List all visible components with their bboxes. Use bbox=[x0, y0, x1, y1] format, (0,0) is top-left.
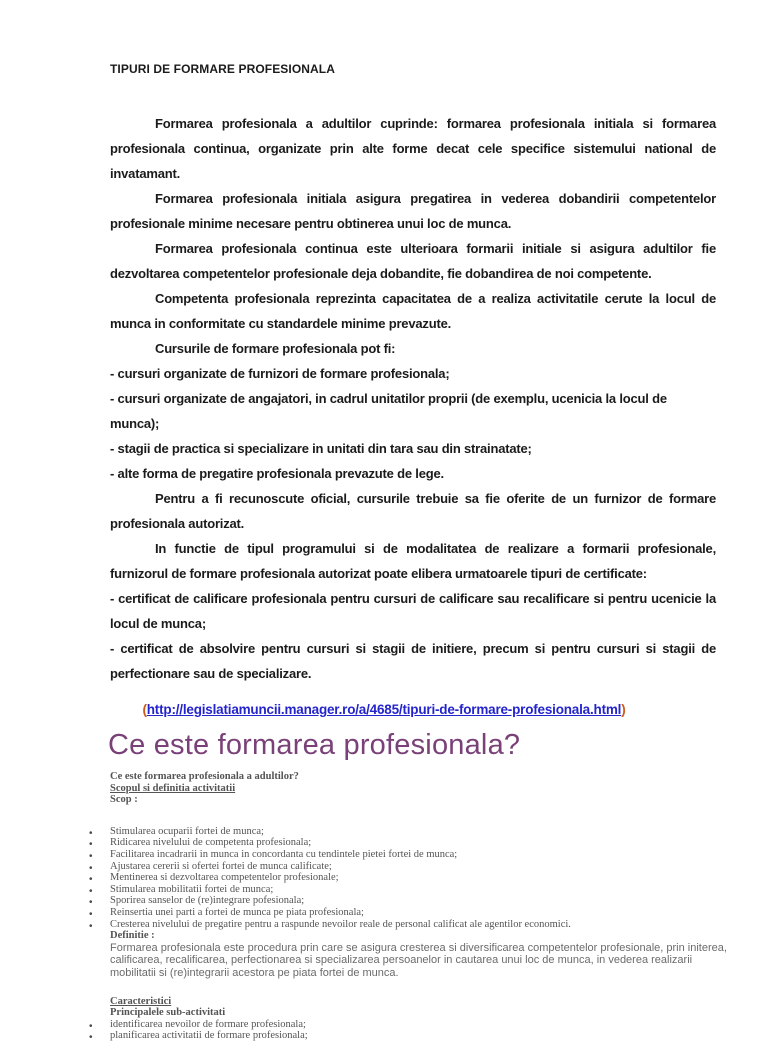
list-item-text: planificarea activitatii de formare profesionala; bbox=[110, 1030, 308, 1042]
definition-label: Definitie : bbox=[110, 930, 155, 942]
list-item-text: Mentinerea si dezvoltarea competentelor profesionale; bbox=[110, 872, 339, 884]
doc-paragraph: Formarea profesionala initiala asigura pregatirea in vederea dobandirii competentelor profesionale minime necesare pentru obtinerea unui loc de munca. bbox=[110, 191, 716, 231]
doc-paragraph: Competenta profesionala reprezinta capacitatea de a realiza activitatile cerute la locul de munca in conformitate cu standardele minime prevazute. bbox=[110, 291, 716, 331]
definition-text: Formarea profesionala este procedura prin care se asigura cresterea si diversificarea competentelor profesionale, prin initerea, calificarea, recalificarea, perfectionarea si specializarea persoanelor in cautarea unui loc de munca, in vederea realizarii mobilitatii si (re)integrarii acestora pe piata fortei de munca. bbox=[110, 941, 727, 979]
article-heading: Ce este formarea profesionala? bbox=[108, 729, 521, 761]
list-item-text: Reinsertia unei parti a fortei de munca pe piata profesionala; bbox=[110, 906, 364, 918]
list-item bbox=[89, 918, 740, 932]
bullet-icon: • bbox=[89, 874, 93, 886]
bullet-icon: • bbox=[89, 897, 93, 909]
bullet-icon: • bbox=[89, 1020, 93, 1032]
list-item-text: Sporirea sanselor de (re)integrare pofesionala; bbox=[110, 895, 305, 907]
subactivities-title: Principalele sub-activitati bbox=[110, 1007, 226, 1019]
scope-list bbox=[89, 825, 740, 932]
list-item-text: Stimularea mobilitatii fortei de munca; bbox=[110, 883, 274, 895]
close-paren: ) bbox=[621, 702, 626, 717]
list-item bbox=[89, 906, 740, 920]
subactivities-list bbox=[89, 1018, 740, 1044]
list-item bbox=[89, 848, 740, 862]
characteristics-title: Caracteristici bbox=[110, 995, 172, 1007]
doc-title: TIPURI DE FORMARE PROFESIONALA bbox=[110, 62, 336, 76]
doc-list-item: - certificat de absolvire pentru cursuri si stagii de initiere, precum si pentru cursuri si stagii de perfectionare sau de specializare. bbox=[110, 641, 716, 681]
scope-title: Scopul si definitia activitatii bbox=[110, 782, 236, 794]
article-body bbox=[89, 771, 740, 1044]
bullet-icon: • bbox=[89, 850, 93, 862]
list-item-text: Stimularea ocuparii fortei de munca; bbox=[110, 825, 264, 837]
doc-list-item: - certificat de calificare profesionala pentru cursuri de calificare sau recalificare si pentru ucenicie la locul de munca; bbox=[110, 591, 716, 631]
bullet-icon: • bbox=[89, 908, 93, 920]
source-link-line bbox=[0, 701, 768, 719]
list-item bbox=[89, 883, 740, 897]
list-item bbox=[89, 872, 740, 886]
source-link[interactable]: http://legislatiamuncii.manager.ro/a/4685/tipuri-de-formare-profesionala.html bbox=[146, 702, 622, 717]
bullet-icon: • bbox=[89, 1032, 93, 1044]
bullet-icon: • bbox=[89, 920, 93, 932]
bullet-icon: • bbox=[89, 862, 93, 874]
bullet-icon: • bbox=[89, 885, 93, 897]
open-paren: ( bbox=[142, 702, 147, 717]
list-item-text: Ajustarea cererii si ofertei fortei de munca calificate; bbox=[110, 860, 332, 872]
list-item bbox=[89, 1018, 740, 1032]
list-item bbox=[89, 1030, 740, 1044]
doc-paragraph: Formarea profesionala continua este ulterioara formarii initiale si asigura adultilor fie dezvoltarea competentelor profesionale deja dobandite, fie dobandirea de noi competente. bbox=[110, 241, 716, 281]
list-item bbox=[89, 895, 740, 909]
list-item-text: Facilitarea incadrarii in munca in concordanta cu tendintele pietei fortei de munca; bbox=[110, 848, 458, 860]
list-item bbox=[89, 837, 740, 851]
doc-list-item: - stagii de practica si specializare in unitati din tara sau din strainatate; bbox=[110, 441, 532, 456]
bullet-icon: • bbox=[89, 839, 93, 851]
bullet-icon: • bbox=[89, 827, 93, 839]
article-question: Ce este formarea profesionala a adultilor? bbox=[110, 771, 299, 782]
list-item-text: Cresterea nivelului de pregatire pentru a raspunde nevoilor reale de personal calificat ale agentilor economici. bbox=[110, 918, 571, 930]
spacer bbox=[110, 980, 740, 996]
doc-intro-line: Cursurile de formare profesionala pot fi: bbox=[155, 341, 396, 356]
scope-label: Scop : bbox=[110, 794, 138, 806]
doc-list-item: - alte forma de pregatire profesionala prevazute de lege. bbox=[110, 466, 444, 481]
doc-list-item: - cursuri organizate de angajatori, in cadrul unitatilor proprii (de exemplu, ucenicia la locul de munca); bbox=[110, 391, 667, 431]
doc-list-item: - cursuri organizate de furnizori de formare profesionala; bbox=[110, 366, 450, 381]
doc-paragraph: In functie de tipul programului si de modalitatea de realizare a formarii profesionale, furnizorul de formare profesionala autorizat poate elibera urmatoarele tipuri de certificate: bbox=[110, 541, 716, 581]
list-item-text: identificarea nevoilor de formare profesionala; bbox=[110, 1018, 306, 1030]
spacer bbox=[110, 806, 740, 826]
list-item bbox=[89, 825, 740, 839]
list-item-text: Ridicarea nivelului de competenta profesionala; bbox=[110, 837, 312, 849]
doc-paragraph: Formarea profesionala a adultilor cuprinde: formarea profesionala initiala si formarea profesionala continua, organizate prin alte forme decat cele specifice sistemului national de invatamant. bbox=[110, 116, 716, 181]
list-item bbox=[89, 860, 740, 874]
doc-paragraph: Pentru a fi recunoscute oficial, cursurile trebuie sa fie oferite de un furnizor de formare profesionala autorizat. bbox=[110, 491, 716, 531]
